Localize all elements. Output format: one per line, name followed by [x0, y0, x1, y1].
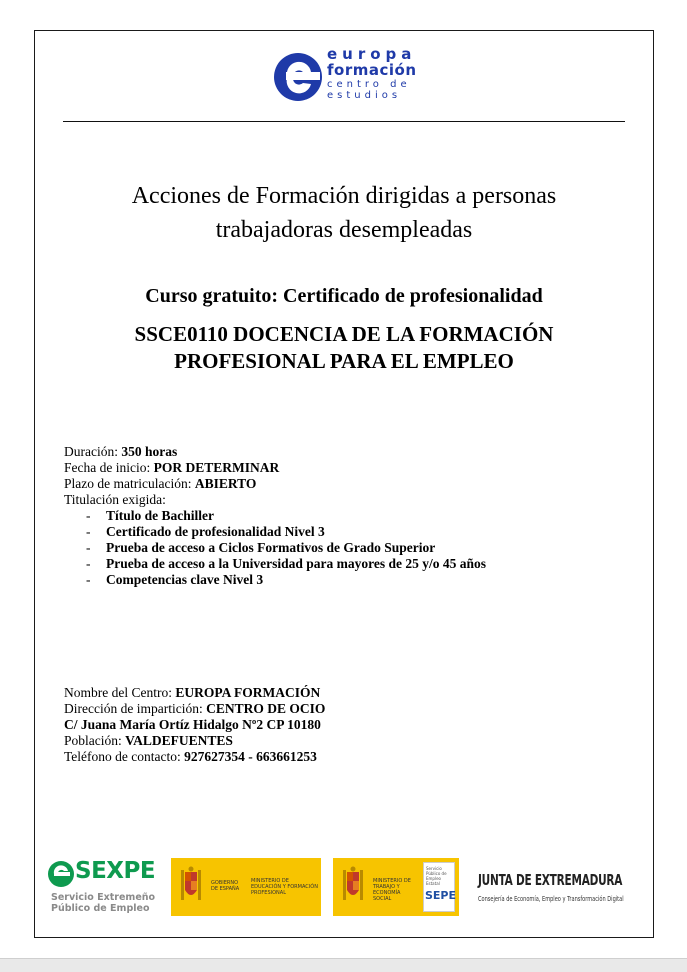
start-date-label: Fecha de inicio: — [64, 460, 151, 475]
ministerio-trabajo-sepe-logo — [333, 858, 459, 916]
title-line-1: Acciones de Formación dirigidas a personas — [131, 183, 557, 209]
junta-extremadura-logo — [478, 871, 648, 903]
document-title — [55, 179, 633, 247]
center-details — [64, 685, 325, 765]
town-row — [64, 733, 325, 749]
duration-value: 350 horas — [121, 444, 178, 459]
duration-row — [64, 444, 486, 460]
logo-text-europa: europa — [327, 45, 417, 63]
sexpe-subtitle: Servicio Extremeño Público de Empleo — [51, 892, 156, 914]
junta-name: JUNTA DE EXTREMADURA — [478, 871, 623, 889]
sexpe-logo — [47, 860, 161, 915]
sepe-name: SEPE — [425, 889, 457, 902]
phone-row — [64, 749, 325, 765]
address-label: Dirección de impartición: — [64, 701, 203, 716]
sepe-badge — [423, 862, 455, 912]
sexpe-e-icon — [47, 860, 77, 888]
course-subtitle: Curso gratuito: Certificado de profesionalidad — [145, 285, 543, 307]
list-item: - Certificado de profesionalidad Nivel 3 — [64, 524, 486, 540]
center-name-label: Nombre del Centro: — [64, 685, 172, 700]
course-details — [64, 444, 486, 588]
document-page — [34, 30, 654, 938]
header-divider — [63, 121, 625, 122]
duration-label: Duración: — [64, 444, 118, 459]
spain-coat-of-arms-icon — [341, 866, 365, 906]
town-label: Población: — [64, 733, 122, 748]
address-value: CENTRO DE OCIO — [206, 701, 326, 716]
sepe-small-text: Servicio Público de Empleo Estatal — [426, 866, 447, 886]
list-item: - Prueba de acceso a Ciclos Formativos de Grado Superior — [64, 540, 486, 556]
course-line-2: PROFESIONAL PARA EL EMPLEO — [174, 349, 514, 373]
gobierno-educacion-logo — [171, 858, 321, 916]
enrollment-value: ABIERTO — [194, 476, 257, 491]
europa-e-logo-icon — [273, 52, 323, 102]
phone-label: Teléfono de contacto: — [64, 749, 181, 764]
list-item: - Título de Bachiller — [64, 508, 486, 524]
sexpe-name: SEXPE — [75, 858, 156, 884]
list-item: - Prueba de acceso a la Universidad para mayores de 25 y/o 45 años — [64, 556, 486, 572]
start-date-row — [64, 460, 486, 476]
list-item: - Competencias clave Nivel 3 — [64, 572, 486, 588]
europa-formacion-logo — [273, 46, 433, 108]
spain-coat-of-arms-icon — [179, 866, 203, 906]
address-row — [64, 701, 325, 717]
town-value: VALDEFUENTES — [125, 733, 233, 748]
enrollment-label: Plazo de matriculación: — [64, 476, 192, 491]
viewer-bottom-bar — [0, 958, 687, 972]
phone-value: 927627354 - 663661253 — [184, 749, 317, 764]
requirements-label: Titulación exigida: — [64, 492, 166, 507]
ministerio-educacion-text: MINISTERIO DE EDUCACIÓN Y FORMACIÓN PROFESIONAL — [251, 878, 318, 896]
logo-text-centro: centro de — [327, 79, 411, 90]
center-name-value: EUROPA FORMACIÓN — [175, 685, 321, 700]
course-name — [55, 321, 633, 375]
course-line-1: SSCE0110 DOCENCIA DE LA FORMACIÓN — [134, 322, 554, 346]
ministerio-trabajo-text: MINISTERIO DE TRABAJO Y ECONOMÍA SOCIAL — [373, 878, 411, 902]
center-name-row — [64, 685, 325, 701]
logo-text-formacion: formación — [327, 61, 417, 79]
gobierno-text: GOBIERNO DE ESPAÑA — [211, 880, 240, 892]
enrollment-row — [64, 476, 486, 492]
start-date-value: POR DETERMINAR — [153, 460, 280, 475]
logo-text-estudios: estudios — [327, 90, 402, 101]
title-line-2: trabajadoras desempleadas — [215, 217, 473, 243]
requirements-list — [64, 508, 486, 588]
address-line-2: C/ Juana María Ortíz Hidalgo Nº2 CP 10180 — [64, 717, 321, 732]
junta-consejeria: Consejería de Economía, Empleo y Transformación Digital — [478, 895, 624, 903]
